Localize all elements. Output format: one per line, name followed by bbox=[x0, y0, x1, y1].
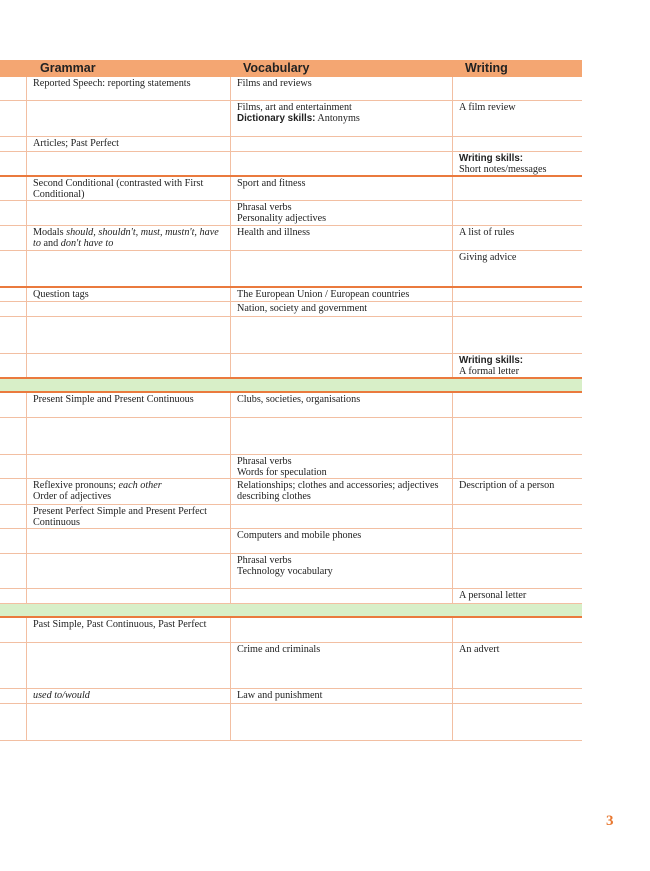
grammar-line bbox=[33, 481, 226, 492]
vocabulary-cell bbox=[231, 589, 453, 603]
writing-skills-label: Writing skills: bbox=[459, 153, 524, 164]
grammar-cell bbox=[27, 455, 231, 478]
grammar-text: Modals bbox=[33, 227, 67, 238]
writing-cell bbox=[453, 302, 582, 316]
lesson-cell bbox=[0, 226, 27, 250]
vocabulary-cell: Films and reviews bbox=[231, 77, 453, 100]
lesson-cell bbox=[0, 201, 27, 225]
grammar-cell bbox=[27, 354, 231, 377]
grammar-cell bbox=[27, 201, 231, 225]
writing-cell bbox=[453, 618, 582, 642]
lesson-cell bbox=[0, 479, 27, 504]
writing-cell bbox=[453, 288, 582, 301]
grammar-cell bbox=[27, 226, 231, 250]
grammar-cell bbox=[27, 529, 231, 553]
table-row bbox=[0, 418, 582, 455]
writing-cell bbox=[453, 137, 582, 151]
grammar-cell: Past Simple, Past Continuous, Past Perfect bbox=[27, 618, 231, 642]
writing-cell bbox=[453, 554, 582, 588]
lesson-cell bbox=[0, 505, 27, 528]
writing-cell bbox=[453, 317, 582, 353]
lesson-cell bbox=[0, 618, 27, 642]
grammar-cell bbox=[27, 317, 231, 353]
vocabulary-cell bbox=[231, 455, 453, 478]
dictionary-skills-label: Dictionary skills: bbox=[237, 112, 316, 124]
vocabulary-line: Words for speculation bbox=[237, 466, 327, 478]
lesson-cell bbox=[0, 317, 27, 353]
vocabulary-cell: Sport and fitness bbox=[231, 177, 453, 200]
writing-line: A formal letter bbox=[459, 365, 519, 377]
grammar-cell: Articles; Past Perfect bbox=[27, 137, 231, 151]
table-row bbox=[0, 77, 582, 101]
lesson-cell bbox=[0, 101, 27, 136]
grammar-cell: Present Perfect Simple and Present Perfect Continuous bbox=[27, 505, 231, 528]
grammar-italic: should, shouldn't, must, mustn't, have to bbox=[33, 227, 219, 249]
table-row bbox=[0, 354, 582, 379]
lesson-cell bbox=[0, 689, 27, 703]
grammar-cell bbox=[27, 554, 231, 588]
header-writing: Writing bbox=[465, 61, 508, 75]
grammar-italic: each other bbox=[118, 480, 162, 491]
writing-cell: Description of a person bbox=[459, 480, 555, 491]
lesson-cell bbox=[0, 152, 27, 175]
grammar-cell bbox=[27, 251, 231, 286]
writing-cell bbox=[453, 418, 582, 454]
writing-cell: Giving advice bbox=[459, 252, 517, 263]
writing-cell bbox=[453, 505, 582, 528]
lesson-cell bbox=[0, 137, 27, 151]
lesson-cell bbox=[0, 288, 27, 301]
vocabulary-cell bbox=[231, 152, 453, 175]
writing-cell: An advert bbox=[459, 644, 500, 655]
table-row bbox=[0, 704, 582, 741]
lesson-cell bbox=[0, 589, 27, 603]
writing-skills-label: Writing skills: bbox=[459, 355, 524, 366]
table-row bbox=[0, 288, 582, 302]
grammar-text: Reflexive pronouns; bbox=[33, 480, 119, 491]
table-row bbox=[0, 251, 582, 288]
table-row bbox=[0, 505, 582, 529]
header-vocabulary: Vocabulary bbox=[243, 61, 310, 75]
vocabulary-cell: Health and illness bbox=[231, 226, 453, 250]
vocabulary-subtopic: Antonyms bbox=[317, 112, 360, 124]
table-row bbox=[0, 589, 582, 604]
vocabulary-cell bbox=[231, 101, 453, 136]
vocabulary-cell bbox=[231, 618, 453, 642]
grammar-cell bbox=[27, 101, 231, 136]
page-number: 3 bbox=[606, 813, 614, 829]
grammar-cell: Present Simple and Present Continuous bbox=[27, 393, 231, 417]
vocabulary-line: Technology vocabulary bbox=[237, 565, 333, 577]
vocabulary-cell bbox=[231, 317, 453, 353]
grammar-cell bbox=[27, 643, 231, 688]
vocabulary-cell: Clubs, societies, organisations bbox=[231, 393, 453, 417]
grammar-cell bbox=[27, 689, 231, 703]
vocabulary-line: Phrasal verbs bbox=[237, 555, 292, 566]
lesson-cell bbox=[0, 529, 27, 553]
syllabus-table bbox=[0, 60, 582, 741]
vocabulary-cell bbox=[231, 354, 453, 377]
table-row bbox=[0, 302, 582, 317]
lesson-cell bbox=[0, 177, 27, 200]
unit-divider bbox=[0, 604, 582, 618]
table-row bbox=[0, 393, 582, 418]
table-row bbox=[0, 618, 582, 643]
table-row bbox=[0, 317, 582, 354]
table-header bbox=[0, 60, 582, 77]
lesson-cell bbox=[0, 354, 27, 377]
grammar-cell bbox=[27, 479, 231, 504]
vocabulary-cell bbox=[231, 137, 453, 151]
vocabulary-cell: Computers and mobile phones bbox=[231, 529, 453, 553]
unit-divider bbox=[0, 379, 582, 393]
writing-cell: A film review bbox=[459, 102, 516, 113]
vocabulary-cell bbox=[231, 201, 453, 225]
writing-line: Short notes/messages bbox=[459, 163, 547, 175]
writing-cell bbox=[453, 354, 582, 377]
vocabulary-line: Films, art and entertainment bbox=[237, 102, 352, 113]
lesson-cell bbox=[0, 418, 27, 454]
table-row bbox=[0, 152, 582, 177]
grammar-cell bbox=[27, 152, 231, 175]
writing-cell bbox=[453, 689, 582, 703]
header-grammar: Grammar bbox=[40, 61, 96, 75]
vocabulary-cell: Nation, society and government bbox=[231, 302, 453, 316]
vocabulary-cell: Crime and criminals bbox=[231, 643, 453, 688]
grammar-cell bbox=[27, 302, 231, 316]
vocabulary-cell: The European Union / European countries bbox=[231, 288, 453, 301]
table-row bbox=[0, 201, 582, 226]
writing-cell bbox=[453, 455, 582, 478]
writing-cell bbox=[453, 529, 582, 553]
vocabulary-cell: Relationships; clothes and accessories; adjectives describing clothes bbox=[231, 479, 453, 504]
vocabulary-cell bbox=[231, 505, 453, 528]
table-row bbox=[0, 554, 582, 589]
table-row bbox=[0, 529, 582, 554]
writing-cell: A personal letter bbox=[459, 590, 527, 601]
grammar-cell bbox=[27, 418, 231, 454]
writing-cell: A list of rules bbox=[459, 227, 515, 238]
writing-cell bbox=[453, 201, 582, 225]
grammar-cell: Reported Speech: reporting statements bbox=[27, 77, 231, 100]
vocabulary-line bbox=[237, 114, 448, 125]
vocabulary-cell bbox=[231, 554, 453, 588]
vocabulary-cell bbox=[231, 418, 453, 454]
writing-cell bbox=[453, 77, 582, 100]
grammar-italic: don't have to bbox=[60, 237, 114, 249]
vocabulary-line: Phrasal verbs bbox=[237, 202, 292, 213]
table-row bbox=[0, 643, 582, 689]
lesson-cell bbox=[0, 643, 27, 688]
lesson-cell bbox=[0, 77, 27, 100]
grammar-cell bbox=[27, 704, 231, 740]
grammar-italic: used to/would bbox=[33, 690, 90, 701]
table-row bbox=[0, 101, 582, 137]
table-row bbox=[0, 137, 582, 152]
vocabulary-cell: Law and punishment bbox=[231, 689, 453, 703]
grammar-cell bbox=[27, 589, 231, 603]
table-row bbox=[0, 689, 582, 704]
vocabulary-line: Phrasal verbs bbox=[237, 456, 292, 467]
vocabulary-cell bbox=[231, 251, 453, 286]
writing-cell bbox=[453, 393, 582, 417]
lesson-cell bbox=[0, 554, 27, 588]
grammar-cell: Second Conditional (contrasted with First Conditional) bbox=[27, 177, 231, 200]
lesson-cell bbox=[0, 393, 27, 417]
grammar-text: and bbox=[40, 237, 61, 249]
lesson-cell bbox=[0, 704, 27, 740]
lesson-cell bbox=[0, 302, 27, 316]
writing-cell bbox=[453, 177, 582, 200]
table-row bbox=[0, 455, 582, 479]
lesson-cell bbox=[0, 455, 27, 478]
vocabulary-line: Personality adjectives bbox=[237, 212, 327, 224]
table-row bbox=[0, 479, 582, 505]
writing-cell bbox=[453, 152, 582, 175]
table-row bbox=[0, 177, 582, 201]
grammar-line: Order of adjectives bbox=[33, 490, 112, 502]
vocabulary-cell bbox=[231, 704, 453, 740]
table-row bbox=[0, 226, 582, 251]
lesson-cell bbox=[0, 251, 27, 286]
grammar-cell: Question tags bbox=[27, 288, 231, 301]
writing-cell bbox=[453, 704, 582, 740]
